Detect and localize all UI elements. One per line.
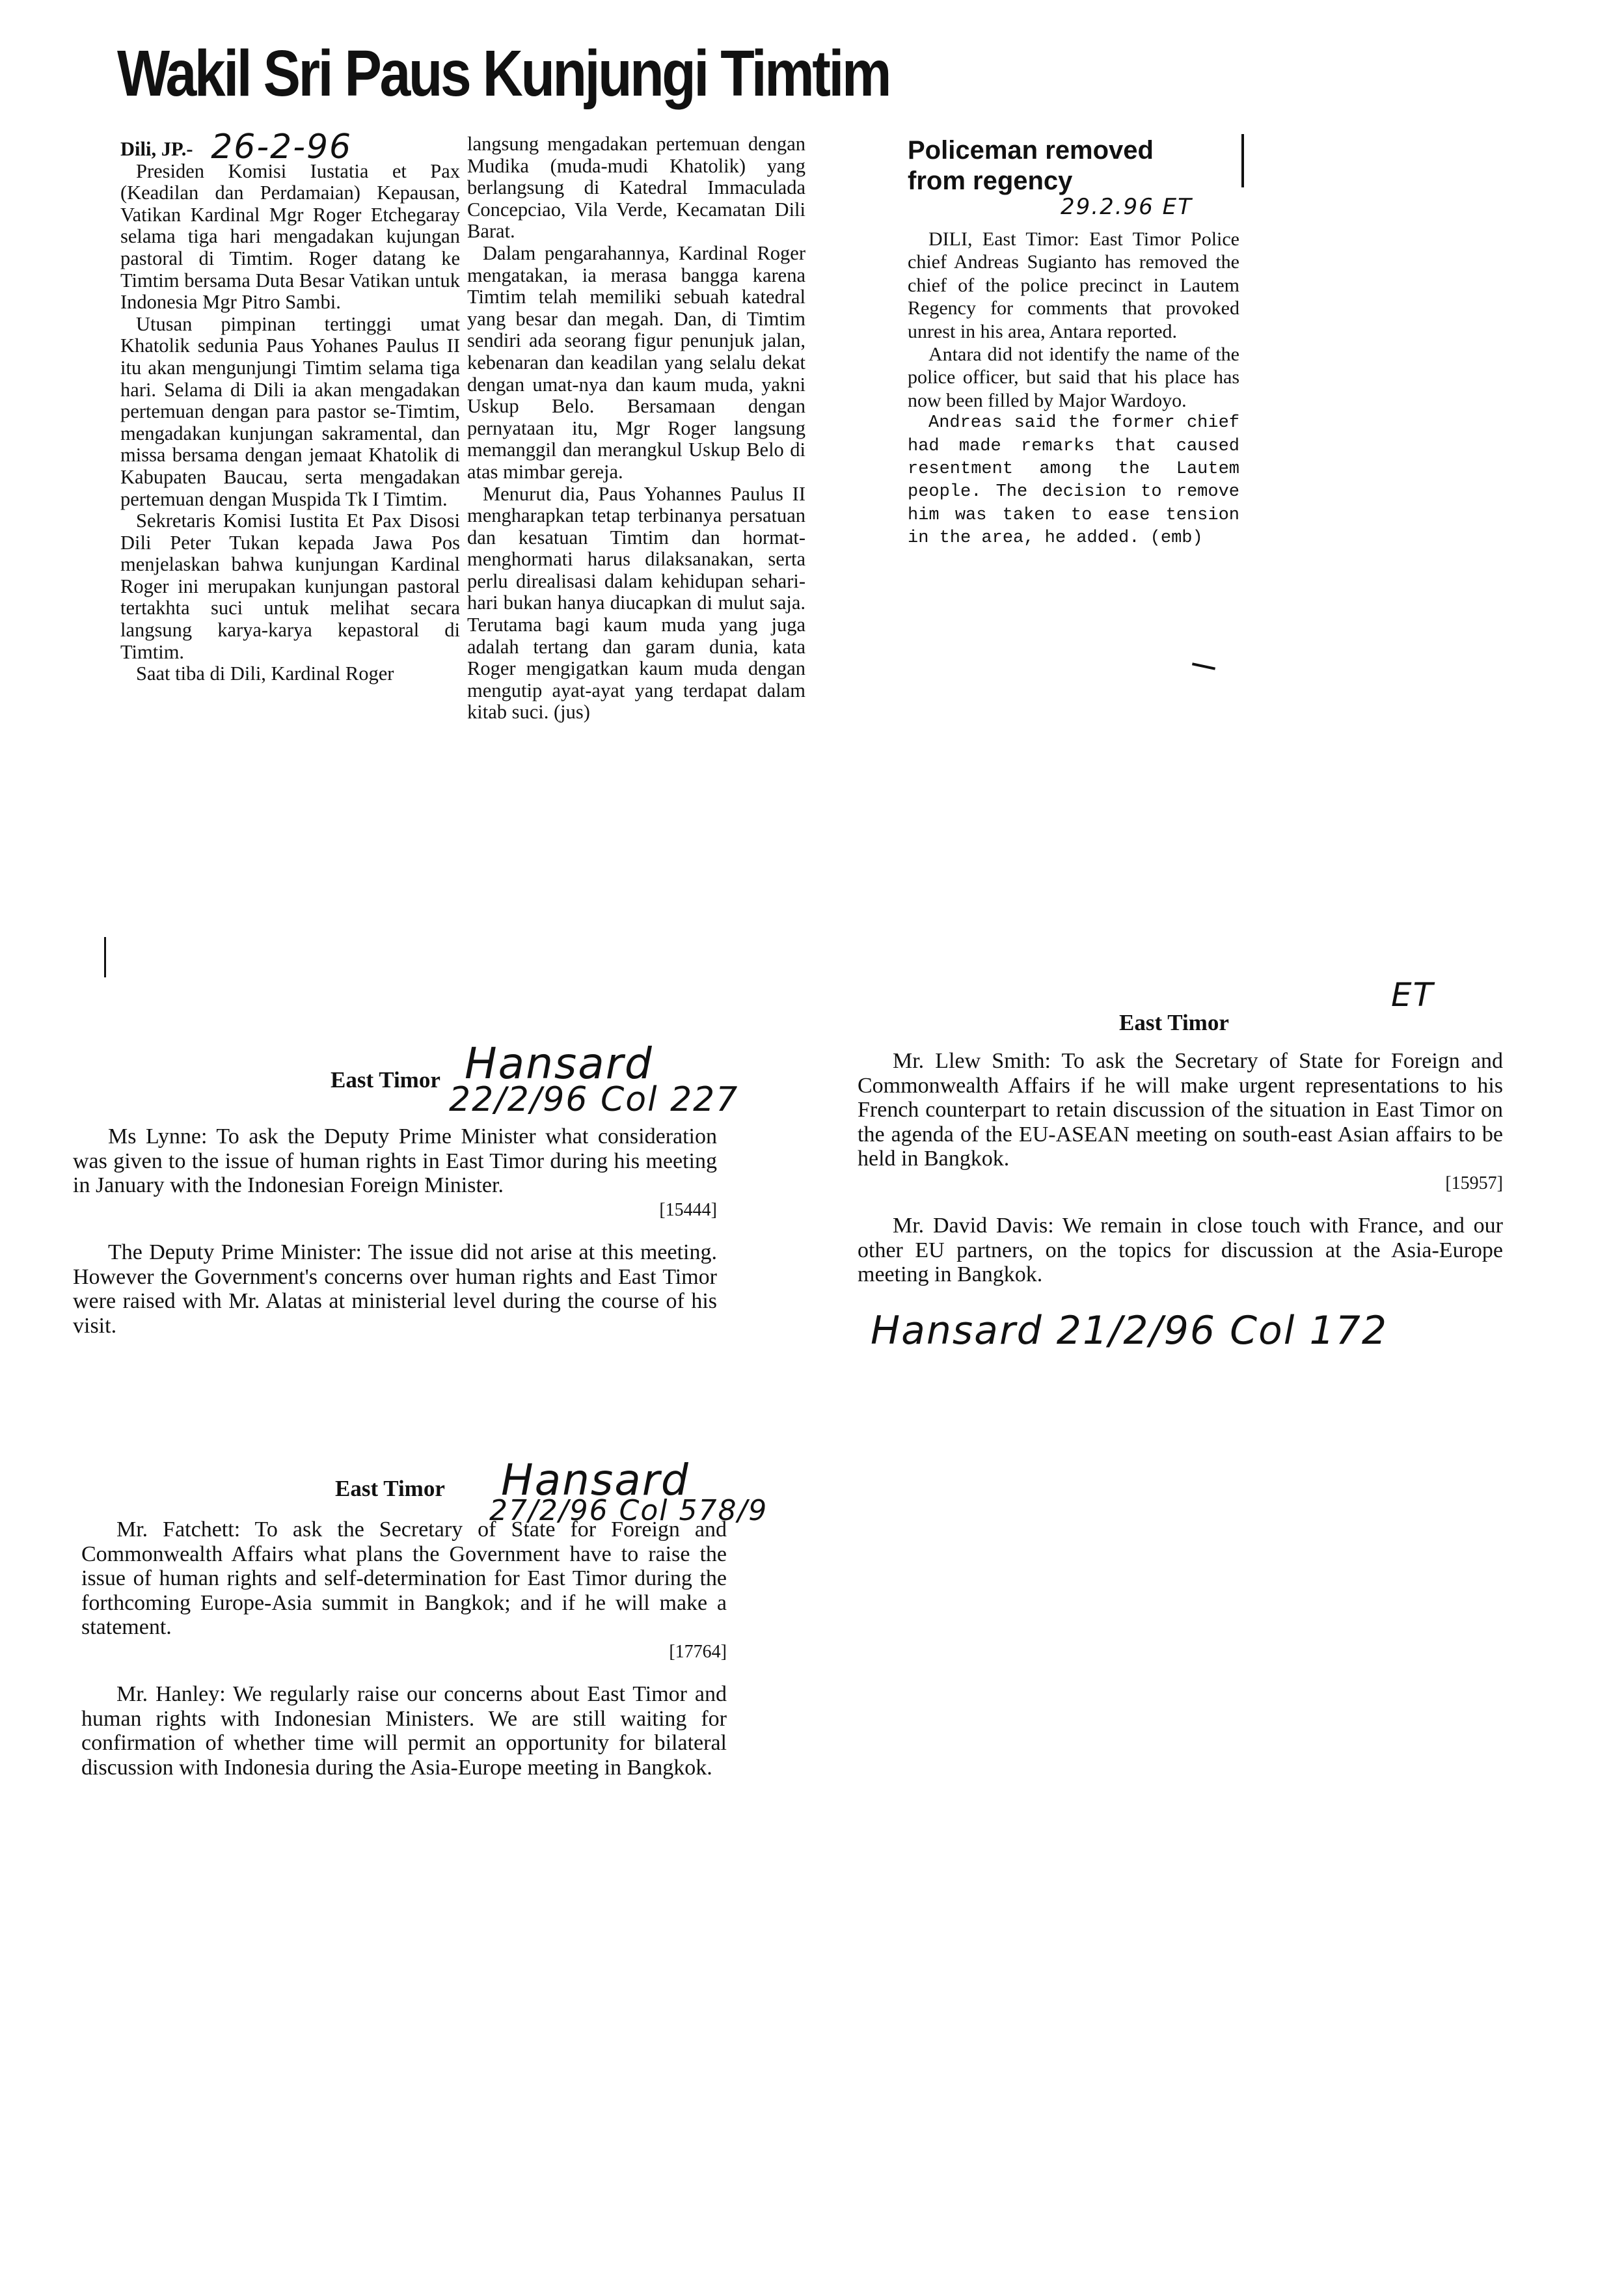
handwritten-note: Hansard 21/2/96 Col 172 — [871, 1308, 1388, 1353]
handwritten-note: 29.2.96 ET — [1061, 194, 1193, 220]
paragraph: DILI, East Timor: East Timor Police chief Andreas Sugianto has removed the chief of the police precinct in Lautem Regency for comments that provoked unrest in his area, Antara reported. — [908, 228, 1239, 342]
hansard-3-title: East Timor — [335, 1476, 445, 1501]
pen-mark — [1192, 662, 1215, 670]
paragraph: Dalam pengarahannya, Kardinal Roger mengatakan, ia merasa bangga karena Timtim telah memiliki sebuah katedral yang besar dan megah. Dan, di Timtim sendiri ada seorang figur penunjuk jalan, kebenaran dan keadilan yang selalu dekat dengan umat-nya dan kaum muda, yakni Uskup Belo. Bersamaan dengan pernyataan itu, Mgr Roger langsung memanggil dan merangkul Uskup Belo di atas mimbar gereja. — [467, 241, 805, 483]
headline-line-1: Policeman removed — [908, 136, 1154, 165]
answer: The Deputy Prime Minister: The issue did not arise at this meeting. However the Government's concerns over human rights and East Timor were raised with Mr. Alatas at ministerial level during the course of his visit. — [73, 1240, 717, 1338]
question-ref: [15957] — [1445, 1173, 1503, 1193]
hansard-1 — [73, 1124, 717, 1338]
handwritten-note: 22/2/96 Col 227 — [449, 1080, 739, 1119]
clipping-column-2 — [467, 133, 805, 724]
clipping-column-1 — [120, 128, 460, 685]
handwritten-note: 27/2/96 Col 578/9 — [489, 1494, 768, 1527]
paragraph: Sekretaris Komisi Iustita Et Pax Disosi Dili Peter Tukan kepada Jawa Pos menjelaskan bahwa kunjungan Kardinal Roger ini merupakan kunjungan pastoral tertakhta suci untuk melihat secara langsung karya-karya kepastoral di Timtim. — [120, 510, 460, 663]
paragraph: Presiden Komisi Iustatia et Pax (Keadilan dan Perdamaian) Kepausan, Vatikan Kardinal Mgr Roger Etchegaray selama tiga hari mengadakan kujungan pastoral di Timtim. Roger datang ke Timtim bersama Duta Besar Vatikan untuk Indonesia Mgr Pitro Sambi. — [120, 159, 460, 314]
police-headline — [908, 135, 1246, 197]
clipping-headline: Wakil Sri Paus Kunjungi Timtim — [117, 37, 889, 110]
dateline: Dili, JP.- — [120, 138, 193, 160]
handwritten-date: 26-2-96 — [211, 128, 353, 167]
handwritten-note: Hansard — [501, 1455, 690, 1505]
hansard-2-title: East Timor — [1119, 1010, 1229, 1035]
question: Mr. Fatchett: To ask the Secretary of State for Foreign and Commonwealth Affairs what plans the Government have to raise the issue of human rights and self-determination for East Timor during the forthcoming Europe-Asia summit in Bangkok; and if he will make a statement. — [81, 1517, 727, 1639]
paragraph: Andreas said the former chief had made remarks that caused resentment among the Lautem people. The decision to remove him was taken to ease tension in the area, he added. (emb) — [908, 413, 1239, 549]
answer: Mr. David Davis: We remain in close touch with France, and our other EU partners, on the topics for discussion at the Asia-Europe meeting in Bangkok. — [858, 1214, 1503, 1286]
paragraph: Menurut dia, Paus Yohannes Paulus II mengharapkan tetap terbinanya persatuan dan kesatuan Timtim dan hormat-menghormati harus dilaksanakan, serta perlu direalisasi dalam kehidupan sehari-hari bukan hanya diucapkan di mulut saja. Terutama bagi kaum muda yang juga adalah tertang dan garam dunia, kata Roger mengigatkan kaum muda dengan mengutip ayat-ayat yang terdapat dalam kitab suci. (jus) — [467, 482, 805, 724]
question: Ms Lynne: To ask the Deputy Prime Minister what consideration was given to the issue of human rights in East Timor during his meeting in January with the Indonesian Foreign Minister. — [73, 1124, 717, 1197]
paragraph: Antara did not identify the name of the police officer, but said that his place has now been filled by Major Wardoyo. — [908, 344, 1239, 411]
paragraph: langsung mengadakan pertemuan dengan Mudika (muda-mudi Khatolik) yang berlangsung di Katedral Immaculada Concepciao, Vila Verde, Kecamatan Dili Barat. — [467, 133, 805, 243]
question-ref: [15444] — [659, 1199, 717, 1220]
hansard-2 — [858, 1049, 1503, 1287]
handwritten-note: ET — [1391, 976, 1435, 1014]
question: Mr. Llew Smith: To ask the Secretary of State for Foreign and Commonwealth Affairs if he will make urgent representations to his French counterpart to retain discussion of the situation in East Timor on the agenda of the EU-ASEAN meeting on south-east Asian affairs to be held in Bangkok. — [858, 1049, 1503, 1171]
hansard-3 — [81, 1517, 727, 1780]
police-article-body — [908, 228, 1239, 551]
handwritten-note: Hansard — [465, 1039, 653, 1089]
answer: Mr. Hanley: We regularly raise our concerns about East Timor and human rights with Indonesian Ministers. We are still waiting for confirmation of whether time will permit an opportunity for bilateral discussion with Indonesia during the Asia-Europe meeting in Bangkok. — [81, 1682, 727, 1780]
dateline-line — [120, 128, 460, 167]
paragraph: Utusan pimpinan tertinggi umat Khatolik sedunia Paus Yohanes Paulus II itu akan mengunjungi Timtim selama tiga hari. Selama di Dili ia akan mengadakan pertemuan dengan para pastor se-Timtim, mengadakan kunjungan sakramental, dan missa bersama dengan jemaat Khatolik di Kabupaten Baucau, serta mengadakan pertemuan dengan Muspida Tk I Timtim. — [120, 312, 460, 510]
paragraph: Saat tiba di Dili, Kardinal Roger — [136, 662, 394, 685]
clipping-edge-mark — [1241, 134, 1244, 187]
margin-mark — [104, 937, 106, 977]
headline-line-2: from regency — [908, 167, 1073, 195]
question-ref: [17764] — [669, 1641, 727, 1662]
hansard-1-title: East Timor — [331, 1067, 440, 1093]
